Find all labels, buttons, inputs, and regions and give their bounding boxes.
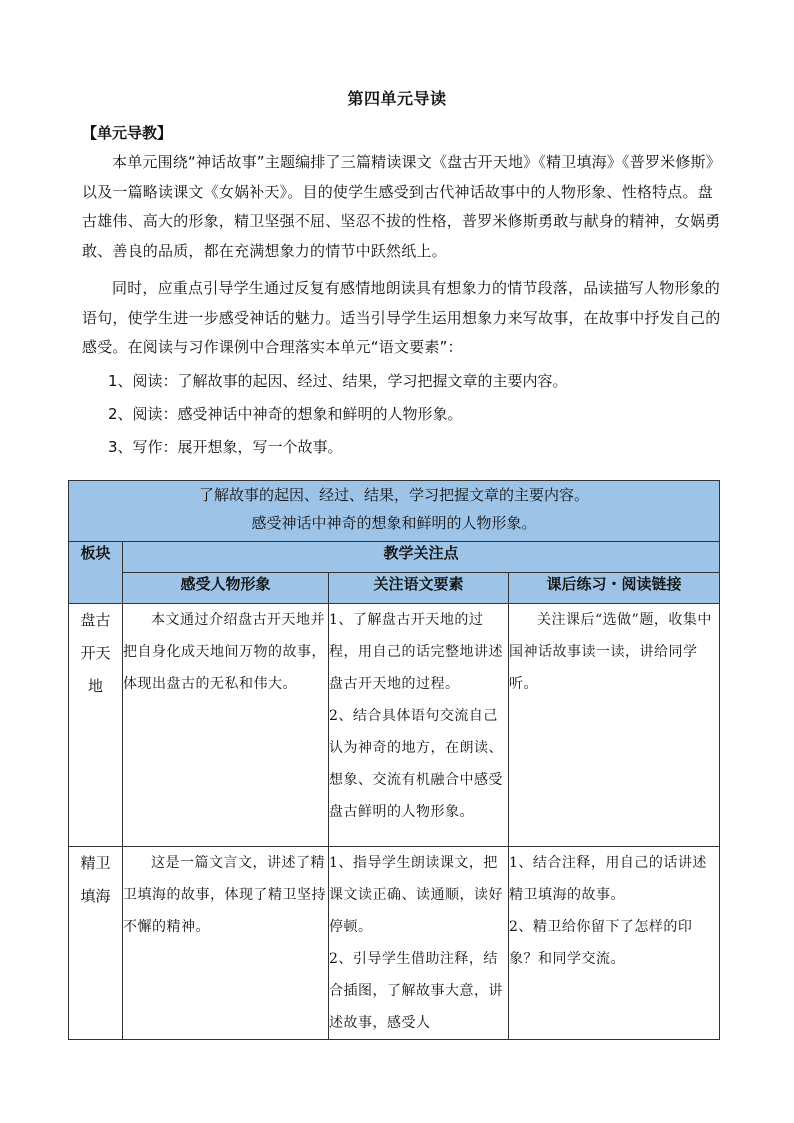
exercises-cell [509, 847, 720, 1040]
exercises-cell [509, 604, 720, 847]
language-elements-cell [329, 604, 509, 847]
header-focus: 教学关注点 [123, 542, 720, 573]
cell-text: 这是一篇文言文，讲述了精卫填海的故事，体现了精卫坚持不懈的精神。 [123, 855, 326, 935]
section-name-cell [69, 847, 123, 1040]
goal-cell [69, 481, 720, 542]
cell-text: 2、结合具体语句交流自己认为神奇的地方，在朗读、想象、交流有机融合中感受盘古鲜明的人物形象。 [329, 708, 503, 820]
cell-text: 1、了解盘古开天地的过程，用自己的话完整地讲述盘古开天地的过程。 [329, 612, 503, 692]
goal-line-1: 了解故事的起因、经过、结果，学习把握文章的主要内容。 [199, 486, 590, 504]
section-heading: 【单元导教】 [82, 124, 173, 142]
section-name-line: 地 [87, 677, 103, 695]
goal-item-1: 1、阅读：了解故事的起因、经过、结果，学习把握文章的主要内容。 [108, 372, 568, 390]
header-language-elements: 关注语文要素 [329, 573, 509, 604]
section-name-line: 填海 [80, 887, 111, 905]
character-image-cell [123, 847, 329, 1040]
goal-row [69, 481, 720, 542]
language-elements-cell [329, 847, 509, 1040]
table-row [69, 604, 720, 847]
cell-text: 关注课后“选做”题，收集中国神话故事读一读，讲给同学听。 [509, 612, 712, 692]
section-name-line: 盘古 [80, 611, 111, 629]
lesson-table [68, 480, 720, 1040]
intro-paragraph-1: 本单元围绕“神话故事”主题编排了三篇精读课文《盘古开天地》《精卫填海》《普罗米修斯》以及一篇略读课文《女娲补天》。目的使学生感受到古代神话故事中的人物形象、性格特点。盘古雄伟、高大的形象，精卫坚强不屈、坚忍不拔的性格，普罗米修斯勇敢与献身的精神，女娲勇敢、善良的品质，都在充满想象力的情节中跃然纸上。 [82, 153, 721, 260]
cell-text: 本文通过介绍盘古开天地并把自身化成天地间万物的故事，体现出盘古的无私和伟大。 [123, 612, 326, 692]
cell-text: 2、引导学生借助注释，结合插图，了解故事大意，讲述故事，感受人 [329, 951, 503, 1031]
table-row [69, 847, 720, 1040]
header-row-2 [69, 573, 720, 604]
cell-text: 1、指导学生朗读课文，把课文读正确、读通顺，读好停顿。 [329, 855, 503, 935]
goal-item-3: 3、写作：展开想象，写一个故事。 [108, 438, 343, 456]
goal-item-2: 2、阅读：感受神话中神奇的想象和鲜明的人物形象。 [108, 405, 463, 423]
goal-line-2: 感受神话中神奇的想象和鲜明的人物形象。 [251, 514, 537, 532]
character-image-cell [123, 604, 329, 847]
header-exercises-reading: 课后练习・阅读链接 [509, 573, 720, 604]
header-character-image: 感受人物形象 [123, 573, 329, 604]
header-row-1 [69, 542, 720, 573]
section-name-cell [69, 604, 123, 847]
page-title: 第四单元导读 [347, 89, 447, 108]
section-name-line: 开天 [80, 644, 111, 662]
cell-text: 1、结合注释，用自己的话讲述精卫填海的故事。 [509, 855, 707, 903]
section-name-line: 精卫 [80, 854, 111, 872]
header-section: 板块 [69, 542, 123, 604]
intro-paragraph-2: 同时，应重点引导学生通过反复有感情地朗读具有想象力的情节段落，品读描写人物形象的语句，使学生进一步感受神话的魅力。适当引导学生运用想象力来写故事，在故事中抒发自己的感受。在阅读与习作课例中合理落实本单元“语文要素”： [82, 279, 721, 356]
cell-text: 2、精卫给你留下了怎样的印象？和同学交流。 [509, 919, 693, 967]
